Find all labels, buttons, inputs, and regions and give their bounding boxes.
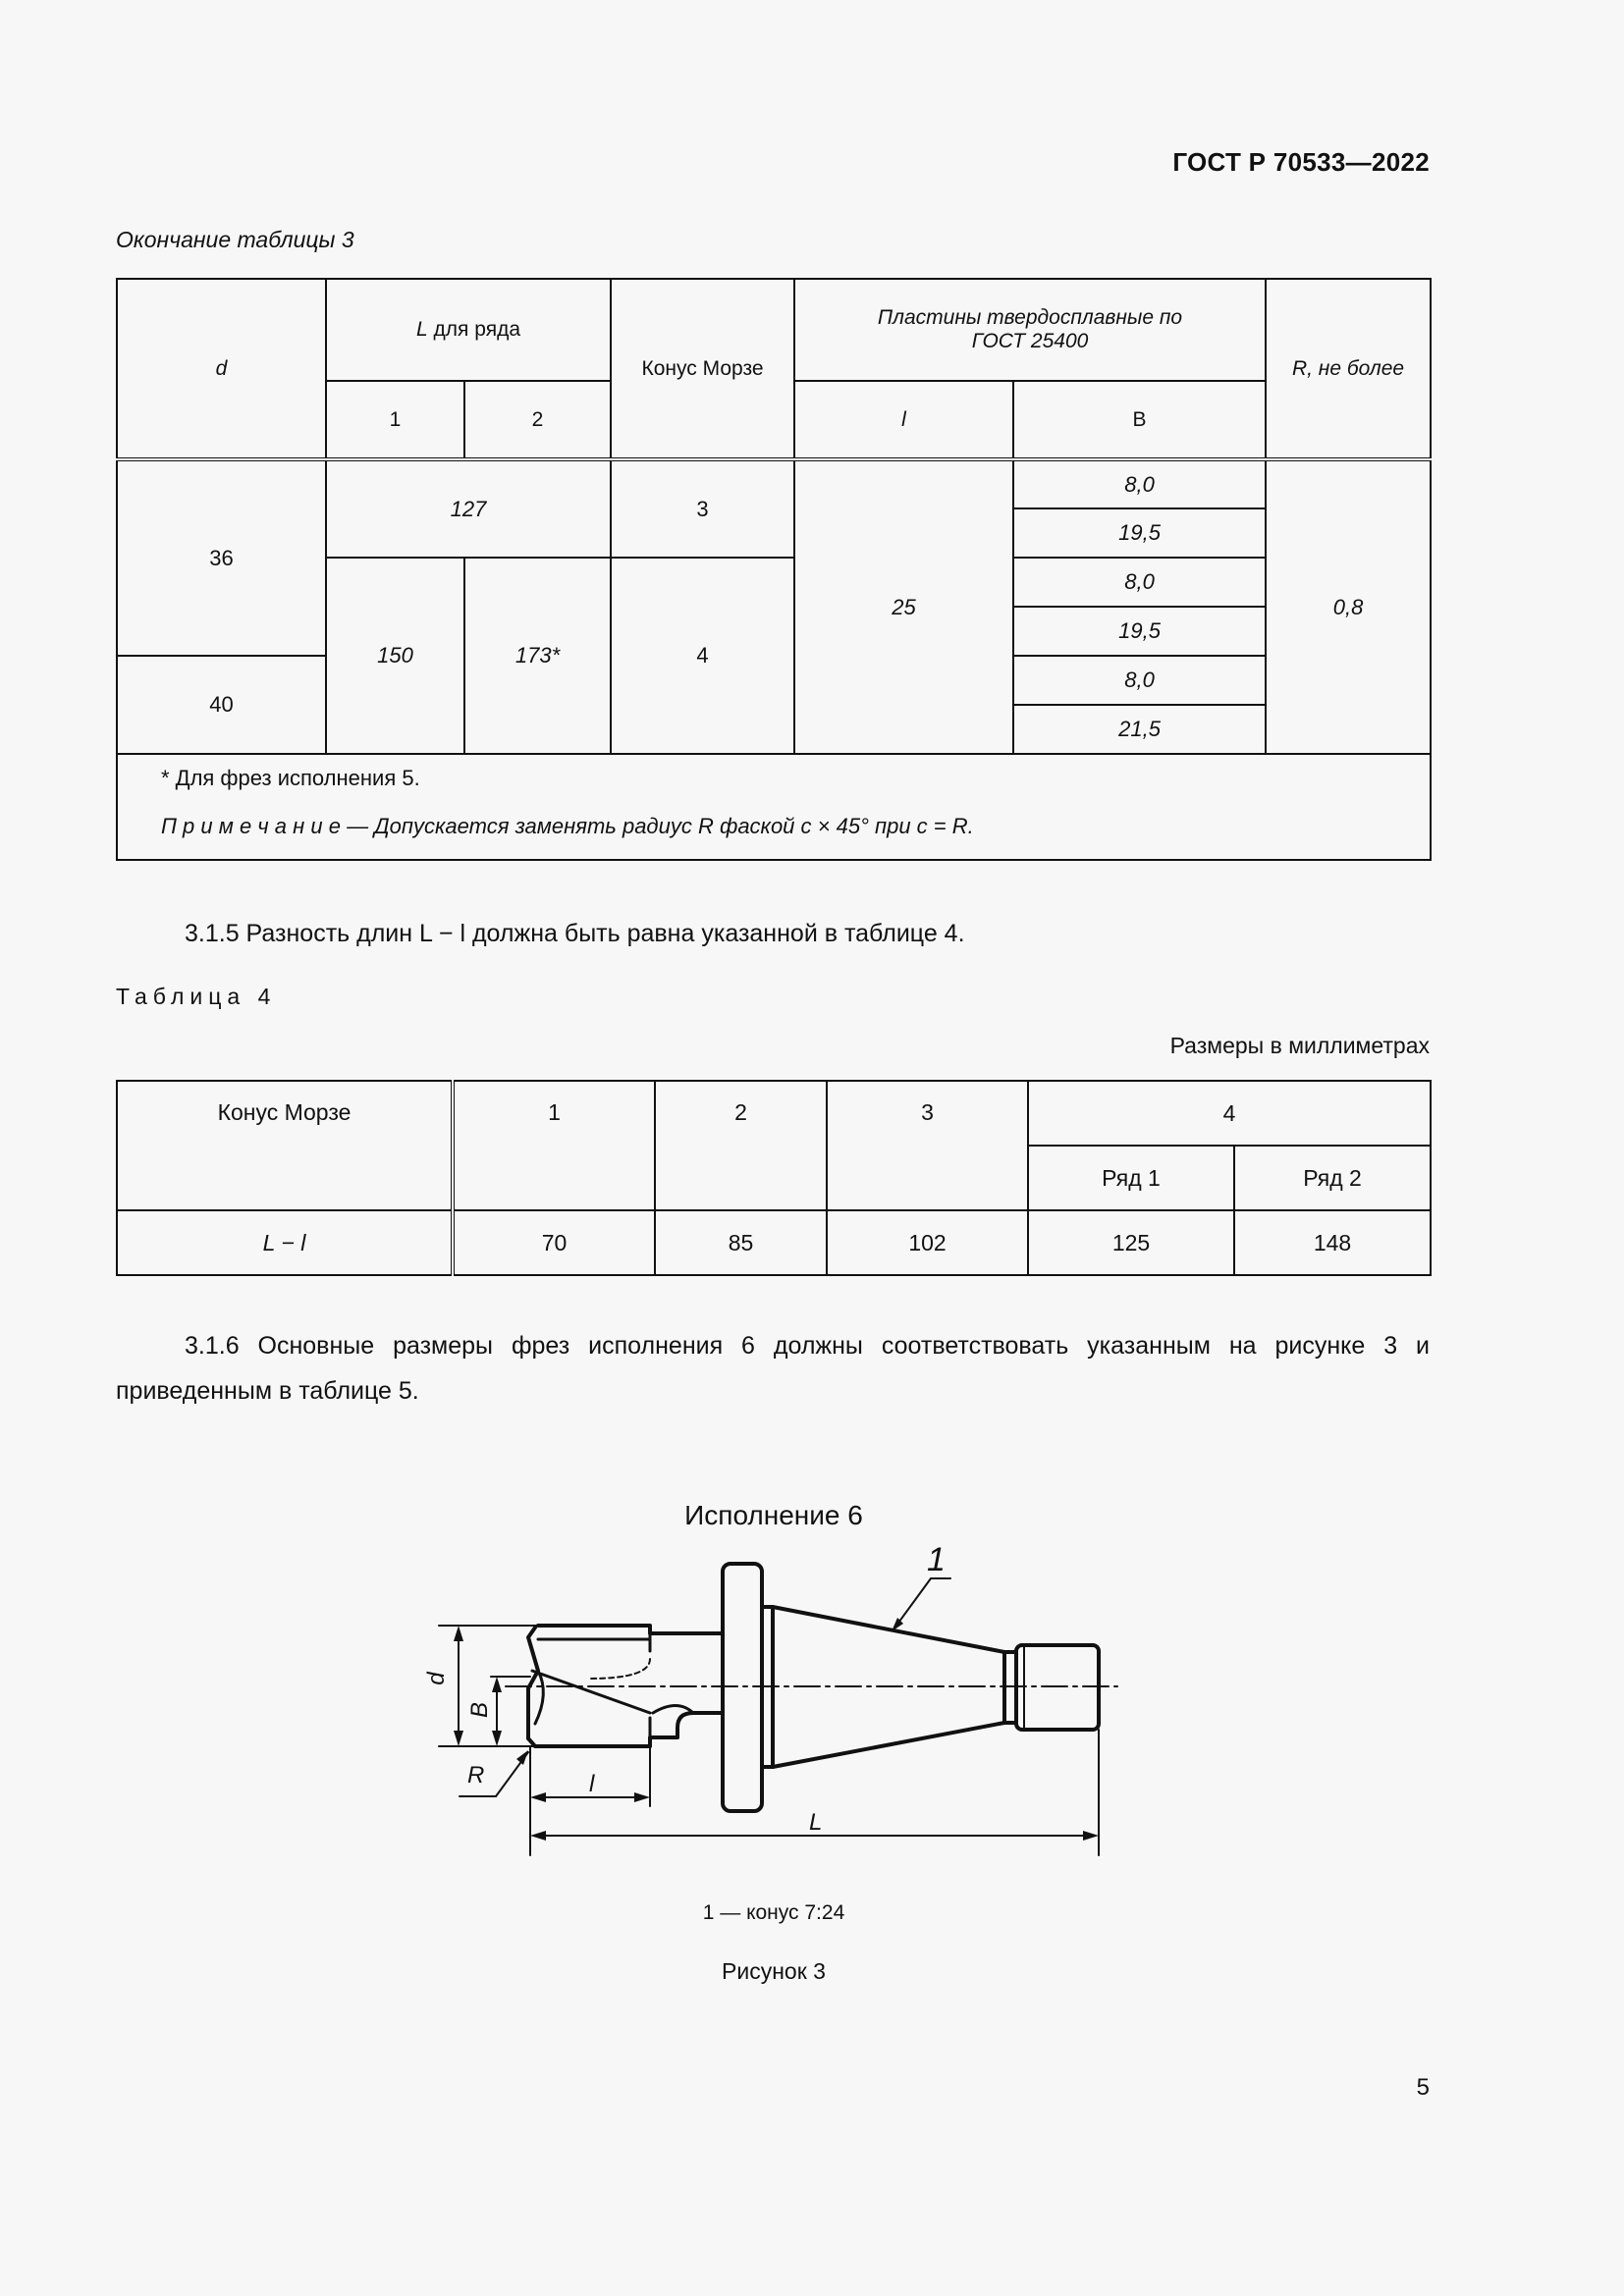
table4-value: 102 bbox=[827, 1210, 1028, 1275]
table-4 bbox=[116, 1080, 1432, 1276]
table4-value: 148 bbox=[1234, 1210, 1431, 1275]
cell-d-40: 40 bbox=[117, 656, 326, 754]
header-row-1: 1 bbox=[326, 381, 464, 459]
cell-B: 19,5 bbox=[1013, 508, 1266, 558]
table3-notes bbox=[117, 754, 1431, 860]
header-R: R, не более bbox=[1266, 279, 1431, 459]
table4-col: 1 bbox=[453, 1081, 655, 1210]
cell-R: 0,8 bbox=[1266, 459, 1431, 754]
page-number: 5 bbox=[1416, 2074, 1430, 2101]
cell-L-173: 173* bbox=[464, 558, 611, 754]
callout-label-1: 1 bbox=[927, 1541, 946, 1578]
table4-units: Размеры в миллиметрах bbox=[1169, 1033, 1430, 1058]
dim-label-d: d bbox=[423, 1672, 450, 1685]
dim-label-L: L bbox=[809, 1809, 823, 1836]
table4-label: Таблица 4 bbox=[116, 984, 277, 1009]
cell-B: 19,5 bbox=[1013, 607, 1266, 656]
table4-subcol: Ряд 1 bbox=[1028, 1146, 1234, 1210]
milling-cutter-drawing bbox=[0, 1531, 1624, 1885]
table4-col: 2 bbox=[655, 1081, 827, 1210]
table4-value: 125 bbox=[1028, 1210, 1234, 1275]
table4-subcol: Ряд 2 bbox=[1234, 1146, 1431, 1210]
cell-B: 8,0 bbox=[1013, 558, 1266, 607]
table3-caption: Окончание таблицы 3 bbox=[116, 227, 354, 252]
cell-B: 8,0 bbox=[1013, 656, 1266, 705]
cell-B: 21,5 bbox=[1013, 705, 1266, 754]
header-L: L для ряда bbox=[326, 279, 611, 381]
header-morse: Конус Морзе bbox=[611, 279, 794, 459]
cell-L-150: 150 bbox=[326, 558, 464, 754]
figure-caption: Рисунок 3 bbox=[722, 1958, 826, 1984]
paragraph-3-1-5: 3.1.5 Разность длин L − l должна быть равна указанной в таблице 4. bbox=[185, 920, 965, 947]
dim-label-B: B bbox=[466, 1701, 493, 1719]
header-l: l bbox=[794, 381, 1013, 459]
document-id: ГОСТ Р 70533—2022 bbox=[1172, 147, 1430, 177]
header-row-2: 2 bbox=[464, 381, 611, 459]
header-d: d bbox=[117, 279, 326, 459]
cell-l-25: 25 bbox=[794, 459, 1013, 754]
dim-label-R: R bbox=[467, 1762, 485, 1789]
table4-header-morse: Конус Морзе bbox=[117, 1081, 453, 1210]
table4-col: 3 bbox=[827, 1081, 1028, 1210]
figure-title: Исполнение 6 bbox=[684, 1500, 863, 1530]
header-B: B bbox=[1013, 381, 1266, 459]
table4-value: 70 bbox=[453, 1210, 655, 1275]
cell-morse-3: 3 bbox=[611, 459, 794, 558]
table-3 bbox=[116, 278, 1432, 861]
cell-L-127: 127 bbox=[326, 459, 611, 558]
table3-footnote: * Для фрез исполнения 5. bbox=[161, 766, 420, 790]
cell-d-36: 36 bbox=[117, 459, 326, 656]
figure-note: 1 — конус 7:24 bbox=[702, 1901, 845, 1924]
table4-row-label: L − l bbox=[117, 1210, 453, 1275]
table3-note: П р и м е ч а н и е — Допускается заменять радиус R фаской c × 45° при c = R. bbox=[161, 814, 974, 838]
cell-morse-4: 4 bbox=[611, 558, 794, 754]
paragraph-3-1-6: 3.1.6 Основные размеры фрез исполнения 6 должны соответствовать указанным на рисунке 3 и приведенным в таблице 5. bbox=[116, 1332, 1430, 1405]
table4-col: 4 bbox=[1028, 1081, 1431, 1146]
cell-B: 8,0 bbox=[1013, 459, 1266, 508]
dim-label-l: l bbox=[589, 1771, 595, 1797]
header-plates: Пластины твердосплавные по ГОСТ 25400 bbox=[794, 279, 1266, 381]
table4-value: 85 bbox=[655, 1210, 827, 1275]
